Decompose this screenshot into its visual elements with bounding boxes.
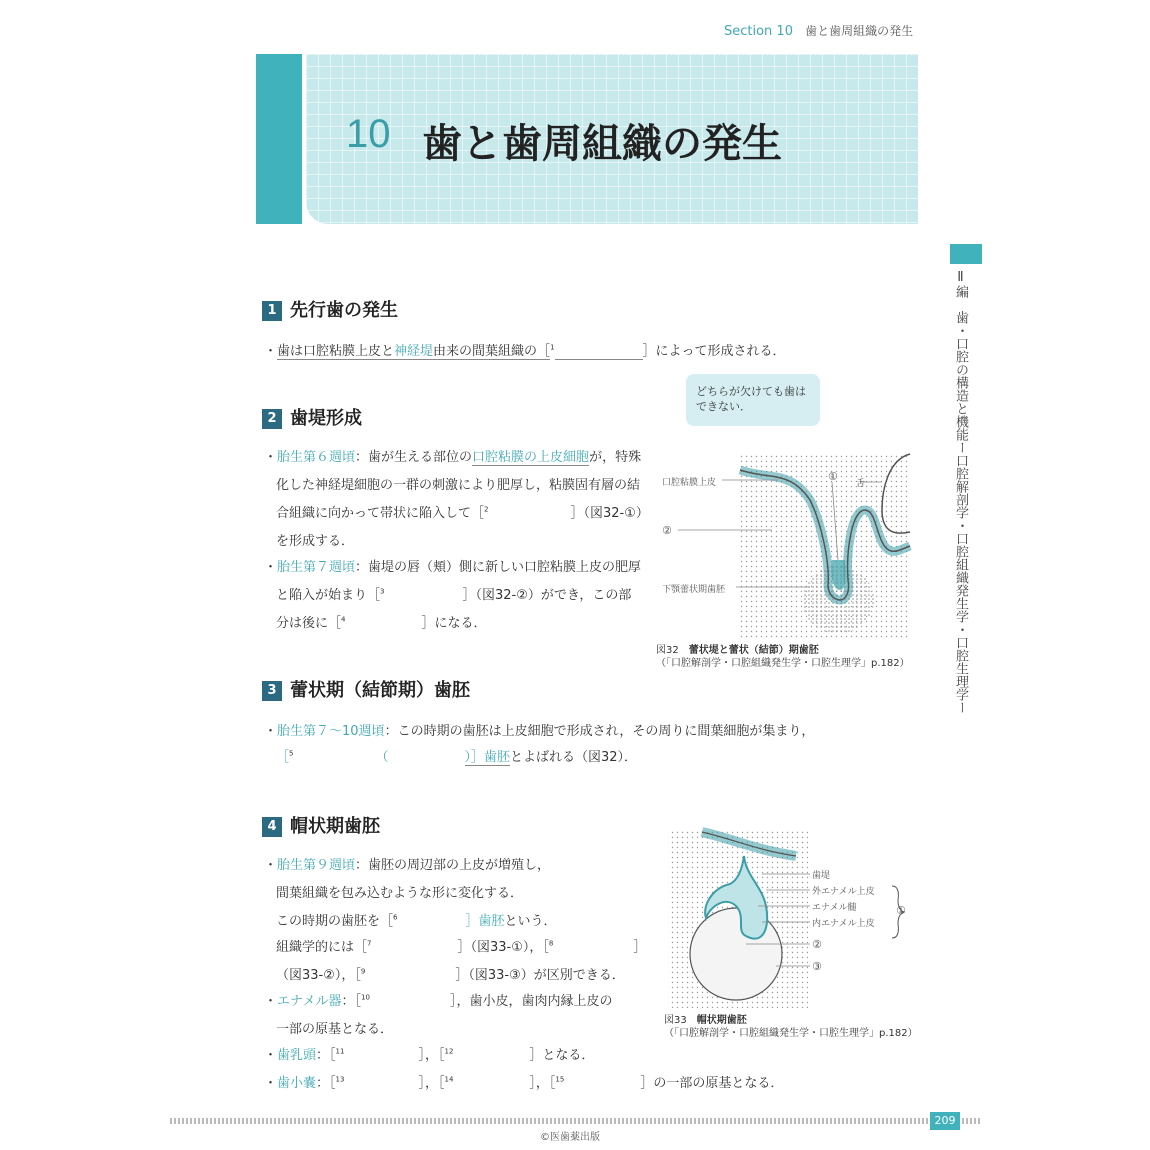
- text: 組織学的には［: [276, 940, 368, 955]
- section-title: 先行歯の発生: [290, 300, 398, 321]
- section-title: 歯堤形成: [290, 408, 362, 429]
- fig33-caption: [664, 1014, 918, 1040]
- caption-title: 帽状期歯胚: [696, 1015, 747, 1026]
- footer-rule: [170, 1118, 982, 1124]
- fig32-label-2: ②: [662, 524, 672, 537]
- keyword: 神経堤: [394, 344, 434, 359]
- keyword: 胎生第７～10週頃: [277, 724, 385, 739]
- keyword: 歯乳頭: [277, 1048, 317, 1063]
- text: が，特殊: [589, 450, 642, 465]
- keyword: ］歯胚: [465, 914, 505, 929]
- text: ］，［: [418, 1048, 445, 1063]
- bullet: ・: [264, 1048, 278, 1063]
- answer-blank-8[interactable]: [553, 940, 633, 955]
- s4-line-9: [264, 1072, 783, 1091]
- text: とよばれる（図32）．: [510, 750, 638, 765]
- answer-blank-13[interactable]: [344, 1076, 418, 1091]
- text: という．: [504, 914, 557, 929]
- text: ］になる．: [421, 616, 487, 631]
- bullet: ・: [264, 450, 278, 465]
- text: ：歯胚の周辺部の上皮が増殖し，: [355, 858, 551, 873]
- page-number: 209: [930, 1112, 960, 1130]
- text: ］によって形成される．: [642, 344, 786, 359]
- text: ］（図33-③）が区別できる．: [455, 968, 625, 983]
- running-head-section: Section 10: [724, 24, 793, 39]
- blank-number: 3: [380, 587, 385, 596]
- fig33-label-dental-lamina: 歯堤: [812, 871, 831, 881]
- blank-number: 5: [289, 749, 294, 758]
- answer-blank-4[interactable]: [345, 616, 421, 631]
- keyword: ）］歯胚: [464, 750, 511, 765]
- text: ］: [633, 940, 647, 955]
- s2-line-1: [264, 446, 641, 465]
- chapter-title: 歯と歯周組織の発生: [422, 121, 782, 167]
- blank-number: 12: [444, 1047, 454, 1056]
- text: ］となる．: [529, 1048, 595, 1063]
- chapter-number: 10: [346, 112, 391, 156]
- keyword: エナメル器: [277, 994, 342, 1009]
- blank-number: 9: [360, 967, 366, 976]
- section-title: 蕾状期（結節期）歯胚: [290, 680, 470, 701]
- running-head: [724, 22, 913, 39]
- keyword: 胎生第９週頃: [277, 858, 356, 873]
- caption-source: （「口腔解剖学・口腔組織発生学・口腔生理学」p.182）: [664, 1028, 918, 1039]
- section-number: 3: [262, 681, 282, 701]
- fig32-label-epithelium: 口腔粘膜上皮: [662, 478, 717, 488]
- s2-line-5: [264, 556, 641, 575]
- note-bubble: [686, 374, 820, 426]
- text: この時期の歯胚を［: [276, 914, 394, 929]
- side-tab-marker: [950, 244, 982, 264]
- s4-line-4: [276, 936, 646, 955]
- text: ］（図32-②）ができ，この部: [462, 588, 632, 603]
- bullet: ・: [264, 858, 278, 873]
- section-heading-4: [262, 812, 380, 838]
- bracket: ［: [276, 750, 290, 765]
- running-head-title: 歯と歯周組織の発生: [805, 24, 914, 38]
- section-heading-1: [262, 296, 398, 322]
- answer-blank-7[interactable]: [371, 940, 457, 955]
- section-heading-2: [262, 404, 362, 430]
- s2-line-2: 化した神経堤細胞の一群の刺激により肥厚し，粘膜固有層の結: [276, 478, 641, 493]
- caption-number: 図33: [664, 1015, 687, 1026]
- section-title: 帽状期歯胚: [290, 816, 380, 837]
- answer-blank-1[interactable]: [555, 344, 643, 360]
- bullet: ・: [264, 724, 278, 739]
- text: ：［: [316, 1048, 336, 1063]
- bullet: ・: [264, 560, 278, 575]
- bullet: ・: [264, 994, 278, 1009]
- section-number: 1: [262, 301, 282, 321]
- s3-line-1: [264, 720, 814, 739]
- fig32-label-bud: 下顎蕾状期歯胚: [662, 585, 726, 595]
- caption-number: 図32: [656, 645, 679, 656]
- s4-line-3: [276, 910, 557, 929]
- text: （図33-②），［: [276, 968, 361, 983]
- bracket: （: [375, 750, 389, 765]
- section-number: 2: [262, 409, 282, 429]
- fig33-label-2: ②: [812, 938, 822, 951]
- blank-number: 14: [444, 1075, 454, 1084]
- blank-number: 4: [341, 615, 346, 624]
- answer-blank-12[interactable]: [453, 1048, 529, 1063]
- text: ］，歯小皮，歯肉内縁上皮の: [449, 994, 613, 1009]
- answer-blank-9[interactable]: [365, 968, 455, 983]
- text: ］の一部の原基となる．: [640, 1076, 784, 1091]
- answer-blank-15[interactable]: [564, 1076, 640, 1091]
- answer-blank-14[interactable]: [453, 1076, 529, 1091]
- text: 由来の間葉組織の［: [433, 344, 551, 359]
- keyword: 口腔粘膜の上皮細胞: [472, 450, 590, 465]
- blank-number: 6: [393, 913, 398, 922]
- s2-line-6: [276, 584, 631, 603]
- fig32-caption: [656, 644, 910, 670]
- answer-blank-5b[interactable]: [389, 750, 465, 765]
- chapter-banner-bar: [256, 54, 302, 224]
- fig33-label-1: ①: [896, 904, 906, 917]
- text: ：歯が生える部位の: [355, 450, 473, 465]
- blank-number: 8: [548, 939, 554, 948]
- blank-number: 15: [555, 1075, 565, 1084]
- s4-line-7: 一部の原基となる．: [276, 1022, 394, 1037]
- blank-number: 1: [550, 343, 555, 352]
- caption-source: （「口腔解剖学・口腔組織発生学・口腔生理学」p.182）: [656, 658, 910, 669]
- text: ：この時期の歯胚は上皮細胞で形成され，その周りに間葉細胞が集まり，: [384, 724, 815, 739]
- s4-line-2: 間葉組織を包み込むような形に変化する．: [276, 886, 524, 901]
- text: 分は後に［: [276, 616, 342, 631]
- side-tab-label: Ⅱ編 歯・口腔の構造と機能ー口腔解剖学・口腔組織発生学・口腔生理学ー: [953, 270, 968, 714]
- text: ：歯堤の唇（頬）側に新しい口腔粘膜上皮の肥厚: [355, 560, 642, 575]
- fig33-label-outer: 外エナメル上皮: [812, 887, 875, 897]
- blank-number: 11: [335, 1047, 345, 1056]
- fig33-label-reticulum: エナメル髄: [812, 903, 857, 913]
- blank-number: 10: [361, 993, 370, 1002]
- s1-line: [264, 340, 786, 360]
- answer-blank-2[interactable]: [488, 506, 570, 521]
- bubble-line: どちらが欠けても歯は: [696, 385, 806, 398]
- fig32-label-tongue: 舌: [856, 479, 866, 489]
- caption-title: 蕾状堤と蕾状（結節）期歯胚: [688, 645, 819, 656]
- keyword: 胎生第７週頃: [277, 560, 356, 575]
- keyword: 歯小嚢: [277, 1076, 317, 1091]
- s4-line-5: [276, 964, 625, 983]
- blank-number: 7: [367, 939, 372, 948]
- s4-line-6: [264, 990, 612, 1009]
- answer-blank-5[interactable]: [293, 750, 375, 765]
- fig33-label-inner: 内エナメル上皮: [812, 919, 875, 929]
- answer-blank-11[interactable]: [344, 1048, 418, 1063]
- blank-number: 13: [335, 1075, 345, 1084]
- keyword: 胎生第６週頃: [277, 450, 356, 465]
- text: 歯は口腔粘膜上皮と: [277, 344, 395, 359]
- bullet: ・: [264, 344, 278, 359]
- section-number: 4: [262, 817, 282, 837]
- text: ：［: [316, 1076, 336, 1091]
- fig32-label-1: ①: [828, 470, 838, 483]
- answer-blank-10[interactable]: [370, 994, 450, 1009]
- s2-line-4: を形成する．: [276, 534, 355, 549]
- answer-blank-6[interactable]: [397, 914, 465, 929]
- s2-line-3: [276, 502, 649, 521]
- text: 合組織に向かって帯状に陥入して［: [276, 506, 485, 521]
- s3-line-2: [276, 746, 637, 765]
- text: ］（図32-①）: [570, 506, 649, 521]
- copyright: ©医歯薬出版: [540, 1132, 600, 1143]
- bubble-line: できない．: [696, 400, 751, 413]
- fig33-label-3: ③: [812, 960, 822, 973]
- s4-line-1: [264, 854, 550, 873]
- text: ］，［: [418, 1076, 445, 1091]
- text: ：［: [341, 994, 362, 1009]
- text: と陥入が始まり［: [276, 588, 381, 603]
- s2-line-7: [276, 612, 487, 631]
- section-heading-3: [262, 676, 470, 702]
- figure-33-illustration: [666, 826, 912, 1010]
- text: ］（図33-①），［: [457, 940, 549, 955]
- s4-line-8: [264, 1044, 594, 1063]
- blank-number: 2: [484, 505, 489, 514]
- text: ］，［: [529, 1076, 556, 1091]
- answer-blank-3[interactable]: [384, 588, 462, 603]
- bullet: ・: [264, 1076, 278, 1091]
